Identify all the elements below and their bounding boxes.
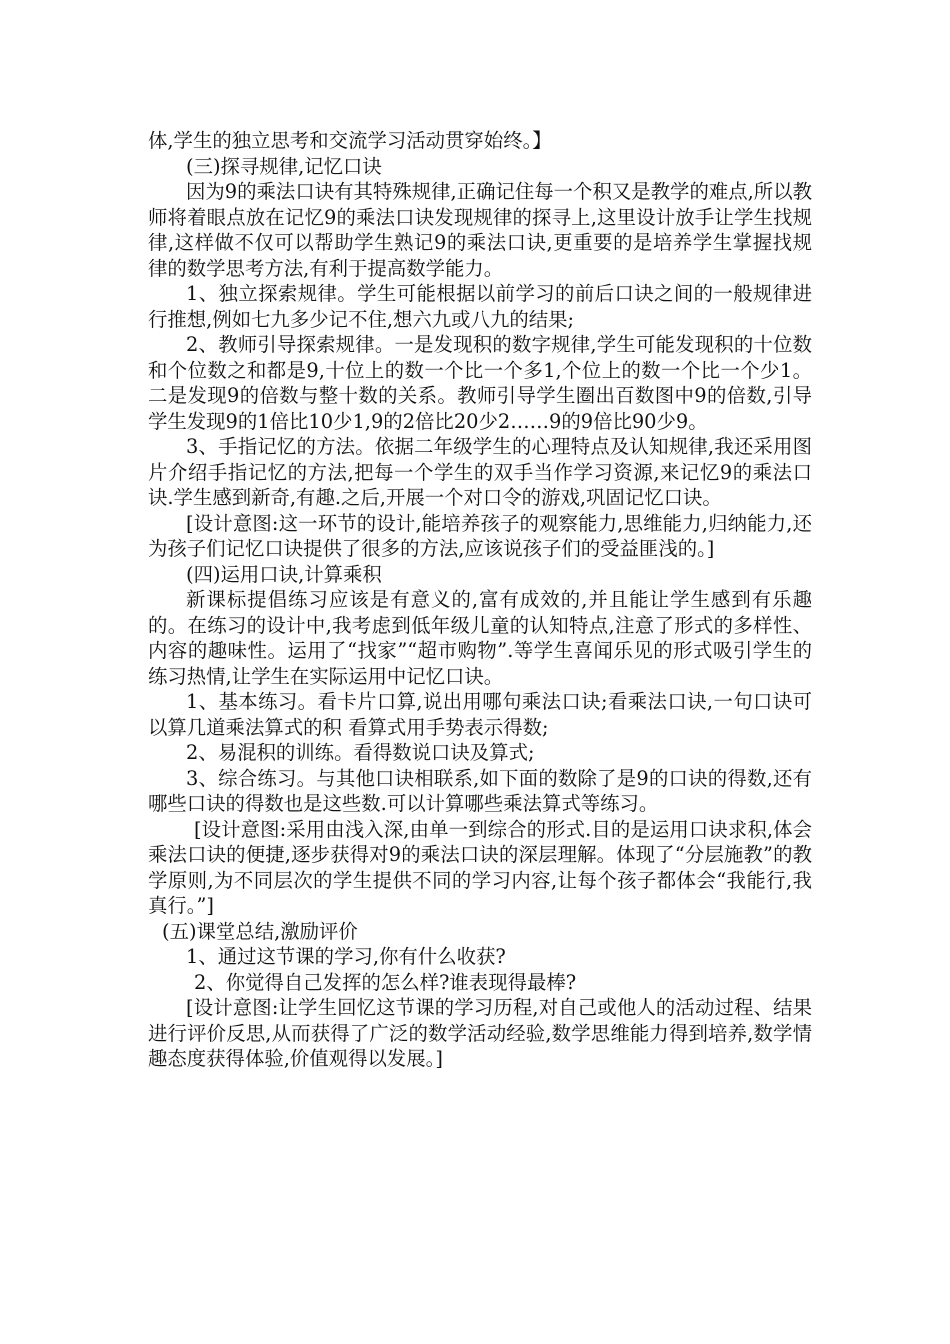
list-item: 2、教师引导探索规律。一是发现积的数字规律,学生可能发现积的十位数和个位数之和都是9,十位上的数一个比一个多1,个位上的数一个比一个少1。二是发现9的倍数与整十数的关系。教师引导学生圈出百数图中9的倍数,引导学生发现9的1倍比10少1,9的2倍比20少2……9的9倍比90少9。 bbox=[148, 333, 812, 433]
paragraph: 新课标提倡练习应该是有意义的,富有成效的,并且能让学生感到有乐趣的。在练习的设计中,我考虑到低年级儿童的认知特点,注意了形式的多样性、内容的趣味性。运用了“找家”“超市购物”.等学生喜闻乐见的形式吸引学生的练习热情,让学生在实际运用中记忆口诀。 bbox=[148, 588, 812, 688]
document-body bbox=[148, 128, 812, 1072]
section-heading-3: (三)探寻规律,记忆口诀 bbox=[186, 154, 382, 178]
list-item: 1、独立探索规律。学生可能根据以前学习的前后口诀之间的一般规律进行推想,例如七九多少记不住,想六九或八九的结果; bbox=[148, 282, 812, 331]
list-item: 1、基本练习。看卡片口算,说出用哪句乘法口诀;看乘法口诀,一句口诀可以算几道乘法算式的积 看算式用手势表示得数; bbox=[148, 690, 812, 739]
section-heading-4: (四)运用口诀,计算乘积 bbox=[186, 562, 382, 586]
list-item: 3、综合练习。与其他口诀相联系,如下面的数除了是9的口诀的得数,还有哪些口诀的得数也是这些数.可以计算哪些乘法算式等练习。 bbox=[148, 766, 812, 815]
list-item: 3、手指记忆的方法。依据二年级学生的心理特点及认知规律,我还采用图片介绍手指记忆的方法,把每一个学生的双手当作学习资源,来记忆9的乘法口诀.学生感到新奇,有趣.之后,开展一个对口令的游戏,巩固记忆口诀。 bbox=[148, 435, 812, 509]
section-heading-5: (五)课堂总结,激励评价 bbox=[162, 919, 358, 943]
design-intent-note: [设计意图:这一环节的设计,能培养孩子的观察能力,思维能力,归纳能力,还为孩子们记忆口诀提供了很多的方法,应该说孩子们的受益匪浅的。] bbox=[148, 511, 812, 560]
design-intent-note: [设计意图:采用由浅入深,由单一到综合的形式.目的是运用口诀求积,体会乘法口诀的便捷,逐步获得对9的乘法口诀的深层理解。体现了“分层施教”的教学原则,为不同层次的学生提供不同的学习内容,让每个孩子都体会“我能行,我真行。”] bbox=[148, 817, 812, 917]
list-item: 1、通过这节课的学习,你有什么收获? bbox=[186, 945, 506, 968]
paragraph: 因为9的乘法口诀有其特殊规律,正确记住每一个积又是教学的难点,所以教师将着眼点放在记忆9的乘法口诀发现规律的探寻上,这里设计放手让学生找规律,这样做不仅可以帮助学生熟记9的乘法口诀,更重要的是培养学生掌握找规律的数学思考方法,有利于提高数学能力。 bbox=[148, 180, 812, 280]
paragraph-continuation: 体,学生的独立思考和交流学习活动贯穿始终。】 bbox=[148, 129, 552, 152]
design-intent-note: [设计意图:让学生回忆这节课的学习历程,对自己或他人的活动过程、结果进行评价反思,从而获得了广泛的数学活动经验,数学思维能力得到培养,数学情趣态度获得体验,价值观得以发展。] bbox=[148, 996, 812, 1070]
list-item: 2、你觉得自己发挥的怎么样?谁表现得最棒? bbox=[194, 970, 577, 994]
list-item: 2、易混积的训练。看得数说口诀及算式; bbox=[186, 741, 535, 764]
